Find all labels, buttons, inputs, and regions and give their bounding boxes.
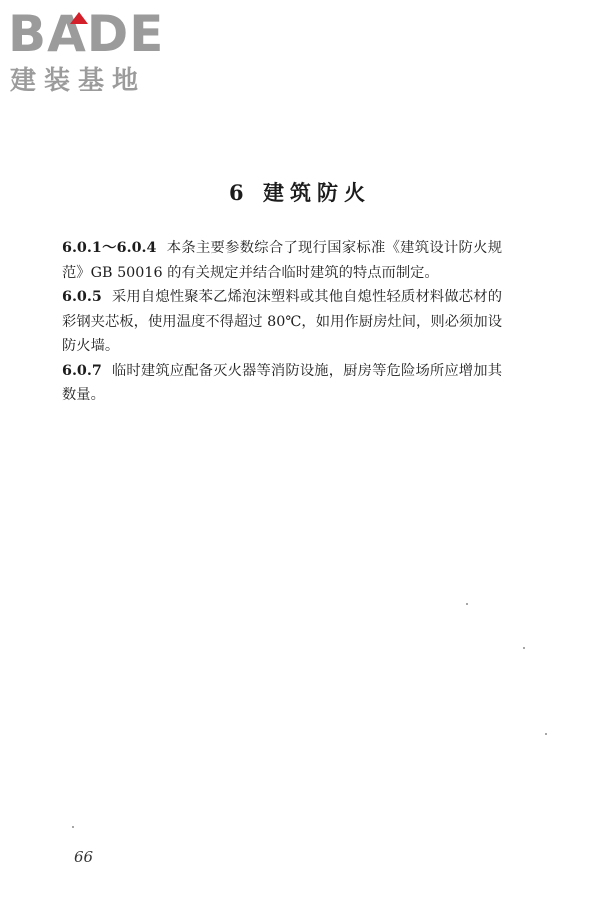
clause-list — [62, 236, 502, 408]
clause-6-0-7 — [62, 359, 502, 408]
logo-wordmark: BADE — [8, 5, 165, 63]
bade-logo — [8, 6, 178, 96]
scan-speck — [523, 647, 525, 649]
scan-speck — [545, 733, 547, 735]
scan-speck — [466, 603, 468, 605]
clause-6-0-5 — [62, 285, 502, 359]
clause-text: 临时建筑应配备灭火器等消防设施，厨房等危险场所应增加其数量。 — [62, 362, 502, 403]
clause-number: 6.0.5 — [62, 289, 102, 305]
clause-text: 本条主要参数综合了现行国家标准《建筑设计防火规范》GB 50016 的有关规定并结合临时建筑的特点而制定。 — [62, 240, 502, 281]
clause-text: 采用自熄性聚苯乙烯泡沫塑料或其他自熄性轻质材料做芯材的彩钢夹芯板，使用温度不得超过 80℃，如用作厨房灶间，则必须加设防火墙。 — [62, 289, 502, 354]
clause-number: 6.0.1～6.0.4 — [62, 240, 157, 256]
page-number: 66 — [74, 848, 94, 866]
clause-number: 6.0.7 — [62, 362, 102, 379]
chapter-title: 6 建筑防火 — [229, 180, 371, 205]
logo-subtitle: 建装基地 — [10, 66, 147, 96]
logo-accent-triangle-icon — [70, 12, 88, 24]
clause-6-0-1 — [62, 236, 502, 285]
scan-speck — [72, 826, 74, 828]
